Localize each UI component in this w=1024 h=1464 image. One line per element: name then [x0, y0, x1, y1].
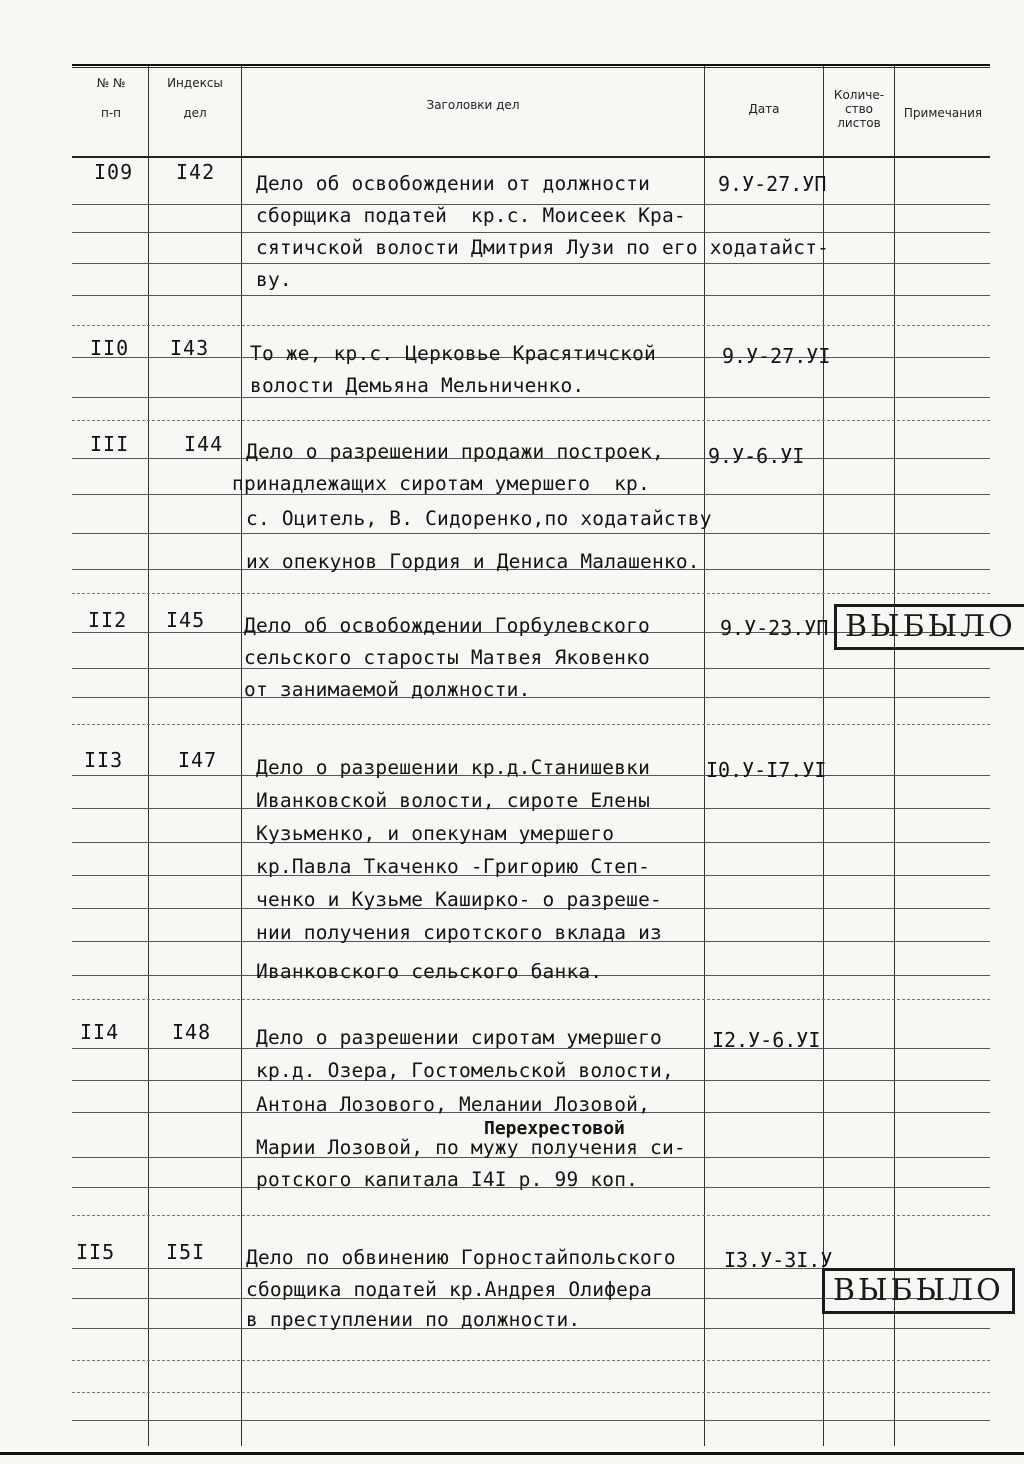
scan-bottom-edge — [0, 1452, 1024, 1455]
header-col-count: Количе- ство листов — [833, 88, 885, 130]
entry-number: II3 — [84, 748, 124, 772]
entry-title-line: Иванковского сельского банка. — [256, 960, 603, 983]
entry-title-line: Антона Лозового, Мелании Лозовой, — [256, 1093, 651, 1116]
entry-number: I09 — [94, 160, 134, 184]
entry-title-line: кр.д. Озера, Гостомельской волости, — [256, 1059, 674, 1082]
header-col-index-sub: дел — [183, 106, 207, 120]
col-divider-1 — [148, 66, 149, 1446]
rule — [72, 295, 990, 296]
rule — [72, 697, 990, 698]
entry-title-line: их опекунов Гордия и Дениса Малашенко. — [246, 550, 700, 573]
entry-index: I45 — [166, 608, 206, 632]
entry-title-line: Марии Лозовой, по мужу получения си- — [256, 1136, 686, 1159]
rule — [72, 420, 990, 421]
rule — [72, 1215, 990, 1216]
withdrawn-stamp: ВЫБЫЛО — [822, 1268, 1015, 1314]
entry-date: I2.У-6.УI — [712, 1028, 821, 1052]
entry-number: II5 — [76, 1240, 116, 1264]
col-divider-5 — [894, 66, 895, 1446]
entry-title-line: сборщика податей кр.Андрея Олифера — [246, 1278, 652, 1301]
entry-title-line: волости Демьяна Мельниченко. — [250, 374, 585, 397]
entry-index: I44 — [184, 432, 224, 456]
col-divider-3 — [704, 66, 705, 1446]
col-divider-2 — [241, 66, 242, 1446]
header-col-index — [150, 76, 240, 120]
entry-title-line: кр.Павла Ткаченко -Григорию Степ- — [256, 855, 651, 878]
entry-number: II0 — [90, 336, 130, 360]
entry-title-line: ву. — [256, 268, 292, 291]
rule — [72, 724, 990, 725]
entry-title-line: Дело о разрешении кр.д.Станишевки — [256, 756, 651, 779]
entry-title-line: То же, кр.с. Церковье Красятичской — [250, 342, 656, 365]
entry-title-line: нии получения сиротского вклада из — [256, 921, 662, 944]
entry-date: I0.У-I7.УI — [706, 758, 827, 782]
entry-title-line: ченко и Кузьме Каширко- о разреше- — [256, 888, 662, 911]
entry-index: I42 — [176, 160, 216, 184]
rule — [72, 325, 990, 326]
entry-number: III — [90, 432, 130, 456]
table-top-border-inner — [72, 67, 990, 68]
rule — [72, 593, 990, 594]
entry-title-line: Иванковской волости, сироте Елены — [256, 789, 651, 812]
header-col-notes: Примечания — [903, 106, 983, 120]
entry-title-line: сятичской волости Дмитрия Лузи по его ходатайст- — [256, 236, 830, 259]
entry-date: 9.У-6.УI — [708, 444, 805, 468]
entry-title-line: от занимаемой должности. — [244, 678, 531, 701]
entry-title-line: Дело о разрешении продажи построек, — [246, 440, 664, 463]
entry-title-line: Кузьменко, и опекунам умершего — [256, 822, 615, 845]
header-col-no — [76, 76, 146, 120]
entry-title-line: принадлежащих сиротам умершего кр. — [232, 472, 650, 495]
entry-title-line: ротского капитала I4I р. 99 коп. — [256, 1168, 639, 1191]
entry-index: I43 — [170, 336, 210, 360]
rule — [72, 1360, 990, 1361]
handwritten-insertion: Перехрестовой — [484, 1118, 625, 1139]
rule — [72, 1420, 990, 1421]
header-col-date: Дата — [748, 102, 780, 116]
header-bottom-border — [72, 156, 990, 158]
entry-title-line: Дело об освобождении от должности — [256, 172, 651, 195]
entry-number: II4 — [80, 1020, 120, 1044]
entry-date: 9.У-27.УП — [718, 172, 827, 196]
entry-date: I3.У-3I.У — [724, 1248, 833, 1272]
entry-title-line: сельского старосты Матвея Яковенко — [244, 646, 650, 669]
entry-index: I5I — [166, 1240, 206, 1264]
entry-title-line: Дело по обвинению Горностайпольского — [246, 1246, 676, 1269]
header-col-title: Заголовки дел — [426, 98, 520, 112]
table-top-border — [72, 64, 990, 66]
entry-index: I47 — [178, 748, 218, 772]
withdrawn-stamp: ВЫБЫЛО — [834, 604, 1024, 650]
rule — [72, 1392, 990, 1393]
entry-index: I48 — [172, 1020, 212, 1044]
entry-date: 9.У-27.УI — [722, 344, 831, 368]
entry-title-line: в преступлении по должности. — [246, 1308, 581, 1331]
entry-title-line: сборщика податей кр.с. Моисеек Кра- — [256, 204, 686, 227]
entry-date: 9.У-23.УП — [720, 616, 829, 640]
entry-title-line: Дело об освобождении Горбулевского — [244, 614, 650, 637]
header-col-no-label: № № — [96, 76, 126, 90]
header-col-no-sub: п-п — [100, 106, 122, 120]
rule — [72, 999, 990, 1000]
entry-title-line: с. Оцитель, В. Сидоренко,по ходатайству — [246, 507, 712, 530]
entry-number: II2 — [88, 608, 128, 632]
entry-title-line: Дело о разрешении сиротам умершего — [256, 1026, 662, 1049]
col-divider-4 — [823, 66, 824, 1446]
header-col-index-label: Индексы — [167, 76, 223, 90]
